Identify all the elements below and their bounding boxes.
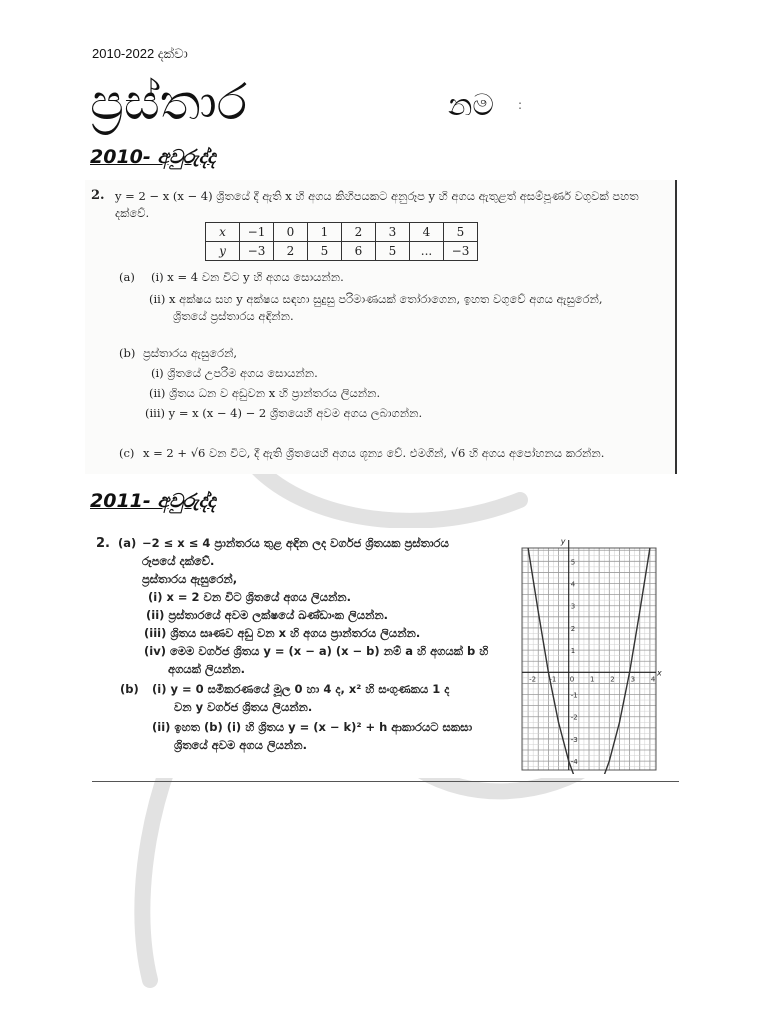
table-cell: −1	[240, 223, 274, 242]
y-axis-label: y	[560, 537, 566, 546]
y-tick-label: -4	[570, 758, 578, 767]
y-tick-label: 5	[570, 558, 576, 567]
part-a-intro: −2 ≤ x ≤ 4 ප්‍රාන්තරය තුළ අඳින ලද වර්ගජ ශ්‍රිතයක ප්‍රස්තාරය	[142, 536, 449, 550]
part-b-ii-2: ශ්‍රිතයේ අවම අගය ලියන්න.	[174, 738, 307, 752]
part-a-label: (a)	[119, 270, 135, 284]
table-cell: 2	[274, 242, 308, 261]
y-tick-label: 4	[570, 580, 576, 589]
x-tick-label: 1	[590, 675, 595, 684]
part-c-label: (c)	[119, 446, 135, 460]
top-line-years: 2010-2022 දක්වා	[92, 46, 188, 61]
name-colon: :	[518, 98, 523, 112]
page-title: ප්‍රස්තාර	[90, 73, 248, 131]
y-tick-label: -1	[570, 691, 578, 700]
section-divider	[92, 781, 679, 782]
part-b-ii: (ii) ඉහත (b) (i) හි ශ්‍රිතය y = (x − k)² + h ආකාරයට සකසා	[152, 720, 473, 734]
table-cell: 5	[444, 223, 478, 242]
part-b-ii: (ii) ශ්‍රිතය ධන ව අඩුවන x හි ප්‍රාන්තරය ලියන්න.	[149, 386, 381, 400]
part-a-iv: (iv) මෙම වර්ගජ ශ්‍රිතය y = (x − a) (x − b) නම් a හි අගයක් b හි	[144, 644, 489, 658]
part-b-i: (i) ශ්‍රිතයේ උපරිම අගය සොයන්න.	[151, 366, 318, 380]
table-row	[206, 223, 478, 242]
part-a-intro-3: ප්‍රස්තාරය ඇසුරෙන්,	[142, 572, 238, 586]
part-a-i: (i) x = 2 වන විට ශ්‍රිතයේ අගය ලියන්න.	[148, 590, 352, 604]
table-cell: 5	[308, 242, 342, 261]
part-a-iv-2: අගයක් ලියන්න.	[168, 662, 246, 676]
heading-2011: 2011- අවුරුද්ද	[90, 490, 216, 512]
part-b-i: (i) y = 0 සමීකරණයේ මූල 0 හා 4 ද, x² හි සංගුණකය 1 ද	[152, 682, 450, 696]
table-cell: 6	[342, 242, 376, 261]
part-b-label: (b)	[120, 682, 139, 696]
table-cell: 3	[376, 223, 410, 242]
part-b-label: (b)	[119, 346, 136, 360]
y-tick-label: 3	[570, 602, 576, 611]
table-row	[206, 242, 478, 261]
question-2010-scan	[85, 180, 677, 474]
part-b-i-2: වන y වර්ගජ ශ්‍රිතය ලියන්න.	[174, 700, 313, 714]
part-b-iii: (iii) y = x (x − 4) − 2 ශ්‍රිතයෙහි අවම අගය ලබාගන්න.	[145, 406, 423, 420]
table-header-cell: y	[206, 242, 240, 261]
question-intro-2: දක්වේ.	[115, 206, 150, 220]
table-cell: 2	[342, 223, 376, 242]
table-cell: 0	[274, 223, 308, 242]
x-axis-label: x	[657, 668, 662, 678]
heading-2010: 2010- අවුරුද්ද	[90, 146, 216, 168]
x-tick-label: 3	[630, 675, 636, 684]
table-cell: −3	[444, 242, 478, 261]
table-cell: 4	[410, 223, 444, 242]
part-c: x = 2 + √6 වන විට, දී ඇති ශ්‍රිතයෙහි අගය ශූන්‍ය වේ. එමගින්, √6 හි අගය අපෝහනය කරන්න.	[143, 446, 605, 460]
part-b-intro: ප්‍රස්තාරය ඇසුරෙන්,	[143, 346, 238, 360]
x-tick-label: 0	[569, 675, 575, 684]
part-a-i: (i) x = 4 වන විට y හි අගය සොයන්න.	[151, 270, 344, 284]
x-tick-label: -1	[549, 675, 557, 684]
question-2011-scan	[88, 528, 680, 778]
part-a-ii-2: ශ්‍රිතයේ ප්‍රස්තාරය අඳින්න.	[173, 309, 294, 323]
scan-edge	[675, 180, 677, 474]
x-tick-label: -2	[529, 675, 537, 684]
value-table	[205, 222, 478, 261]
table-cell: 1	[308, 223, 342, 242]
y-tick-label: -3	[570, 735, 578, 744]
question-number: 2.	[96, 536, 110, 551]
y-tick-label: -2	[570, 713, 578, 722]
parabola-graph	[516, 534, 662, 774]
y-tick-label: 1	[570, 647, 576, 656]
question-intro: y = 2 − x (x − 4) ශ්‍රිතයේ දී ඇති x හි අගය කිහිපයකට අනුරූප y හි අගය ඇතුළත් අසම්පූර්ණ වගුවක් පහත	[115, 189, 639, 203]
name-label: නම	[448, 88, 494, 123]
x-tick-label: 2	[610, 675, 615, 684]
table-header-cell: x	[206, 223, 240, 242]
part-a-iii: (iii) ශ්‍රිතය සෘණව අඩු වන x හි අගය ප්‍රාන්තරය ලියන්න.	[144, 626, 421, 640]
x-tick-label: 4	[650, 675, 656, 684]
question-number: 2.	[91, 188, 105, 203]
table-cell: −3	[240, 242, 274, 261]
y-tick-label: 2	[570, 624, 576, 633]
part-a-ii: (ii) ප්‍රස්තාරයේ අවම ලක්ෂයේ ඛණ්ඩාංක ලියන්න.	[146, 608, 389, 622]
part-a-ii: (ii) x අක්ෂය සහ y අක්ෂය සඳහා සුදුසු පරිමාණයක් තෝරාගෙන, ඉහත වගුවේ අගය ඇසුරෙන්,	[149, 292, 603, 306]
part-a-intro-2: රූපයේ දක්වේ.	[142, 554, 215, 568]
part-a-label: (a)	[118, 536, 137, 550]
table-cell: ...	[410, 242, 444, 261]
table-cell: 5	[376, 242, 410, 261]
